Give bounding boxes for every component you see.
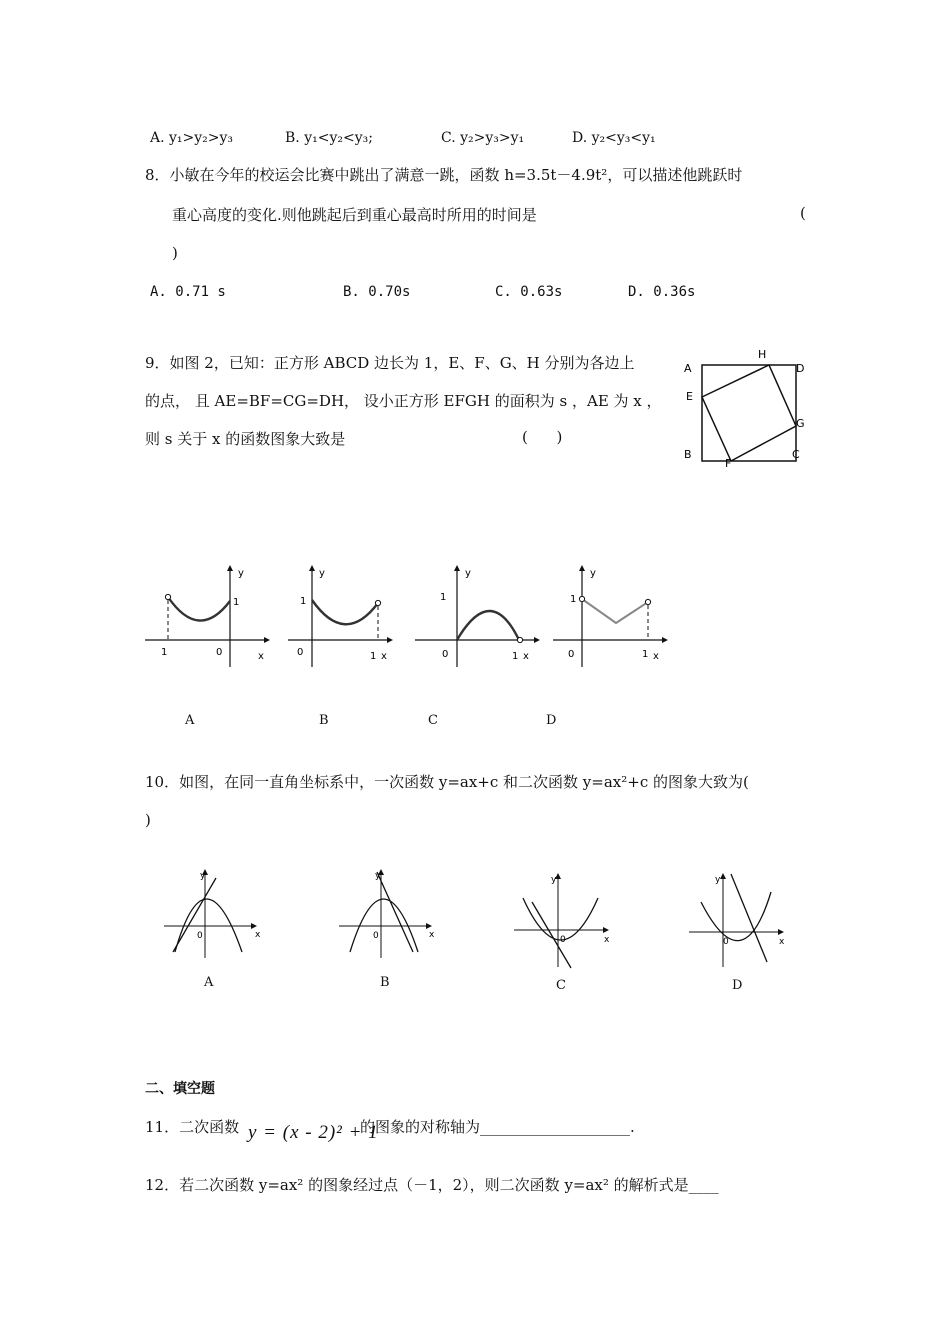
q8-line-2: 重心高度的变化.则他跳起后到重心最高时所用的时间是 [172,206,537,224]
q10-b-x-label: x [429,930,435,940]
q8-line-1: 8．小敏在今年的校运会比赛中跳出了满意一跳，函数 h=3.5t－4.9t²，可以描述他跳跃时 [145,166,743,184]
q8-option-a: A. 0.71 s [150,284,226,300]
q9-graph-a [140,562,275,670]
q9-graph-label-a: A [185,713,195,728]
q10-graph-label-b: B [380,975,390,990]
graph-c-x-label: x [523,651,529,662]
graph-c-one-y: 1 [440,592,447,603]
q11-suffix: 的图象的对称轴为____________________. [360,1118,635,1136]
q9-graph-d [548,562,673,670]
square-label-b: B [684,448,692,461]
q9-line-1: 9．如图 2，已知：正方形 ABCD 边长为 1，E、F、G、H 分别为各边上 [145,354,635,372]
q10-b-origin: 0 [373,931,379,941]
graph-d-one-x: 1 [642,649,649,660]
q10-d-origin: 0 [723,937,729,947]
q10-line-1: 10．如图，在同一直角坐标系中，一次函数 y=ax+c 和二次函数 y=ax²+c 的图象大致为( [145,773,749,791]
graph-d-x-label: x [653,651,659,662]
graph-a-one-x: 1 [161,647,168,658]
graph-a-x-label: x [258,651,264,662]
q7-option-d: D. y₂<y₃<y₁ [572,130,656,146]
q10-graph-label-a: A [204,975,214,990]
square-label-f: F [725,457,732,470]
q11-formula: y = (x - 2)² + 1 [248,1122,379,1143]
q10-c-y-label: y [551,875,557,885]
q12-text: 12．若二次函数 y=ax² 的图象经过点（－1，2），则二次函数 y=ax² 的解析式是____ [145,1176,719,1194]
q10-graph-label-d: D [732,978,743,993]
q10-c-origin: 0 [560,935,566,945]
q9-graph-label-d: D [546,713,557,728]
q8-option-d: D. 0.36s [628,284,696,300]
q9-graph-c [410,562,545,670]
graph-c-origin: 0 [442,649,449,660]
q9-square-figure [676,343,808,473]
q10-c-x-label: x [604,935,610,945]
graph-c-y-label: y [465,568,471,579]
q9-graph-label-c: C [428,713,438,728]
q10-a-y-label: y [200,871,206,881]
graph-b-one-y: 1 [300,596,307,607]
graph-d-origin: 0 [568,649,575,660]
square-label-c: C [792,448,800,461]
q11-prefix: 11．二次函数 [145,1118,240,1136]
q7-option-b: B. y₁<y₂<y₃; [285,130,373,146]
q8-option-b: B. 0.70s [343,284,411,300]
q9-line-3: 则 s 关于 x 的函数图象大致是 [145,430,346,448]
graph-b-one-x: 1 [370,651,377,662]
square-label-a: A [684,362,692,375]
section-title: 二、填空题 [145,1081,215,1097]
graph-a-one-y: 1 [233,597,240,608]
q8-paren-open: ( [800,204,806,222]
q9-line-2: 的点， 且 AE=BF=CG=DH， 设小正方形 EFGH 的面积为 s ，AE 为 x ， [145,392,662,410]
q10-a-origin: 0 [197,931,203,941]
graph-b-y-label: y [319,568,325,579]
q8-option-c: C. 0.63s [495,284,563,300]
q10-line-2: ) [145,811,151,829]
q8-paren-close: ) [172,244,178,262]
q10-graph-a [158,862,273,962]
square-label-h: H [758,348,767,361]
q10-graph-d [683,862,798,972]
q10-graph-c [508,862,623,972]
q9-graph-b [283,562,398,670]
square-label-e: E [686,390,693,403]
graph-d-one-y: 1 [570,594,577,605]
graph-a-origin: 0 [216,647,223,658]
q10-graph-label-c: C [556,978,566,993]
graph-b-x-label: x [381,651,387,662]
graph-a-y-label: y [238,568,244,579]
q10-a-x-label: x [255,930,261,940]
q9-answer-paren: ( ) [522,428,563,446]
q9-graph-label-b: B [319,713,329,728]
q10-b-y-label: y [375,871,381,881]
q10-graph-b [333,862,448,962]
square-label-d: D [796,362,805,375]
graph-c-one-x: 1 [512,651,519,662]
q7-option-c: C. y₂>y₃>y₁ [441,130,525,146]
q10-d-x-label: x [779,937,785,947]
q10-d-y-label: y [715,875,721,885]
square-label-g: G [796,417,805,430]
graph-b-origin: 0 [297,647,304,658]
q7-option-a: A. y₁>y₂>y₃ [150,130,234,146]
graph-d-y-label: y [590,568,596,579]
